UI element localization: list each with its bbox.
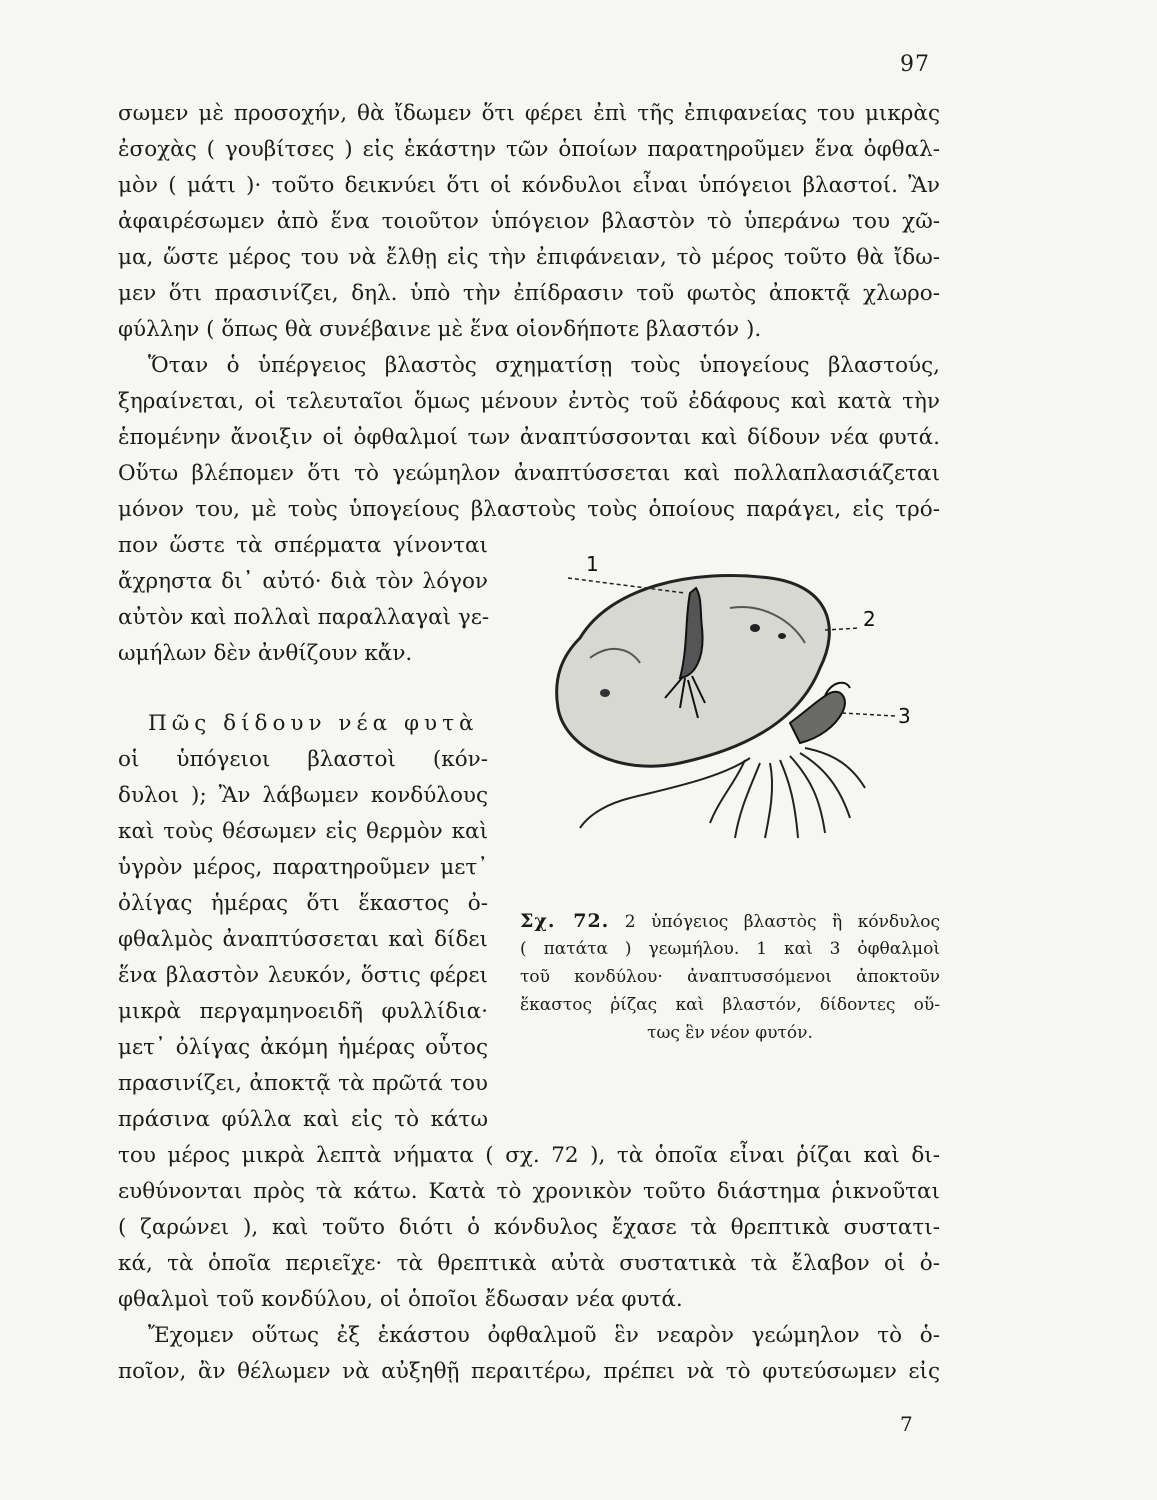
body-line: Ἔχομεν οὕτως ἐξ ἑκάστου ὀφθαλμοῦ ἓν νεαρὸν γεώμηλον τὸ ὁ- — [148, 1323, 940, 1348]
figure-label-3: 3 — [898, 704, 911, 728]
body-line: ευθύνονται πρὸς τὰ κάτω. Κατὰ τὸ χρονικὸν τοῦτο διάστημα ῥικνοῦται — [118, 1179, 940, 1204]
figure-caption-line: τοῦ κονδύλου· ἀναπτυσσόμενοι ἀποκτοῦν — [520, 967, 940, 987]
column-line: πρασινίζει, ἀποκτᾷ τὰ πρῶτά του — [118, 1071, 488, 1096]
body-line: φύλλην ( ὅπως θὰ συνέβαινε μὲ ἕνα οἱονδήποτε βλαστόν ). — [118, 317, 762, 342]
potato-tuber-illustration — [520, 548, 940, 888]
column-line: ἄχρηστα δι᾽ αὐτό· διὰ τὸν λόγον — [118, 569, 488, 594]
body-line: ἀφαιρέσωμεν ἀπὸ ἕνα τοιοῦτον ὑπόγειον βλαστὸν τὸ ὑπεράνω του χῶ- — [118, 209, 940, 234]
body-line: του μέρος μικρὰ λεπτὰ νήματα ( σχ. 72 ), τὰ ὁποῖα εἶναι ῥίζαι καὶ δι- — [118, 1143, 940, 1168]
column-line: πον ὥστε τὰ σπέρματα γίνονται — [118, 533, 488, 558]
figure-caption-label: Σχ. 72. — [520, 910, 610, 932]
figure-label-2: 2 — [863, 607, 876, 631]
body-line: φθαλμοὶ τοῦ κονδύλου, οἱ ὁποῖοι ἔδωσαν νέα φυτά. — [118, 1287, 683, 1312]
body-line: μεν ὅτι πρασινίζει, δηλ. ὑπὸ τὴν ἐπίδρασιν τοῦ φωτὸς ἀποκτᾷ χλωρο- — [118, 281, 940, 306]
body-line: σωμεν μὲ προσοχήν, θὰ ἴδωμεν ὅτι φέρει ἐπὶ τῆς ἐπιφανείας του μικρὰς — [118, 101, 940, 126]
body-line: μα, ὥστε μέρος του νὰ ἔλθῃ εἰς τὴν ἐπιφάνειαν, τὸ μέρος τοῦτο θὰ ἴδω- — [118, 245, 940, 270]
column-line: ὀλίγας ἡμέρας ὅτι ἕκαστος ὀ- — [118, 891, 488, 916]
figure-label-1: 1 — [586, 552, 599, 576]
body-line: Ὅταν ὁ ὑπέργειος βλαστὸς σχηματίσῃ τοὺς ὑπογείους βλαστούς, — [148, 353, 940, 378]
body-line: ποῖον, ἂν θέλωμεν νὰ αὐξηθῇ περαιτέρω, πρέπει νὰ τὸ φυτεύσωμεν εἰς — [118, 1359, 940, 1384]
body-line: ἑπομένην ἄνοιξιν οἱ ὀφθαλμοί των ἀναπτύσσονται καὶ δίδουν νέα φυτά. — [118, 425, 940, 450]
body-line: μὸν ( μάτι )· τοῦτο δεικνύει ὅτι οἱ κόνδυλοι εἶναι ὑπόγειοι βλαστοί. Ἂν — [118, 173, 940, 198]
column-line: ἕνα βλαστὸν λευκόν, ὅστις φέρει — [118, 963, 488, 988]
column-line: αὐτὸν καὶ πολλαὶ παραλλαγαὶ γε- — [118, 605, 490, 630]
body-line: κά, τὰ ὁποῖα περιεῖχε· τὰ θρεπτικὰ αὐτὰ συστατικὰ τὰ ἔλαβον οἱ ὀ- — [118, 1251, 940, 1276]
column-line: ωμήλων δὲν ἀνθίζουν κἄν. — [118, 641, 413, 666]
column-line: πράσινα φύλλα καὶ εἰς τὸ κάτω — [118, 1107, 488, 1132]
body-line: ( ζαρώνει ), καὶ τοῦτο διότι ὁ κόνδυλος ἔχασε τὰ θρεπτικὰ συστατι- — [118, 1215, 940, 1240]
figure-caption-line: τως ἓν νέον φυτόν. — [647, 1023, 813, 1043]
figure-caption — [520, 908, 940, 935]
column-line: μικρὰ περγαμηνοειδῆ φυλλίδια· — [118, 999, 488, 1024]
figure-caption-line: ( πατάτα ) γεωμήλου. 1 καὶ 3 ὀφθαλμοὶ — [520, 939, 940, 959]
signature-number: 7 — [900, 1412, 913, 1436]
body-line: ἐσοχὰς ( γουβίτσες ) εἰς ἑκάστην τῶν ὁποίων παρατηροῦμεν ἕνα ὀφθαλ- — [118, 137, 940, 162]
figure-caption-line: 2 ὑπόγειος βλαστὸς ἢ κόνδυλος — [624, 912, 941, 932]
column-line: καὶ τοὺς θέσωμεν εἰς θερμὸν καὶ — [118, 819, 488, 844]
column-line: δυλοι ); Ἂν λάβωμεν κονδύλους — [118, 783, 488, 808]
figure-caption-line: ἕκαστος ῥίζας καὶ βλαστόν, δίδοντες οὕ- — [520, 995, 940, 1015]
body-line: μόνον του, μὲ τοὺς ὑπογείους βλαστοὺς τοὺς ὁποίους παράγει, εἰς τρό- — [118, 497, 940, 522]
body-line: Οὕτω βλέπομεν ὅτι τὸ γεώμηλον ἀναπτύσσεται καὶ πολλαπλασιάζεται — [118, 461, 940, 486]
column-line: ὑγρὸν μέρος, παρατηροῦμεν μετ᾽ — [118, 855, 488, 880]
body-line: ξηραίνεται, οἱ τελευταῖοι ὅμως μένουν ἐντὸς τοῦ ἐδάφους καὶ κατὰ τὴν — [118, 389, 940, 414]
column-line: οἱ ὑπόγειοι βλαστοὶ (κόν- — [118, 747, 488, 772]
column-line: φθαλμὸς ἀναπτύσσεται καὶ δίδει — [118, 927, 488, 952]
column-line: μετ᾽ ὀλίγας ἀκόμη ἡμέρας οὗτος — [118, 1035, 488, 1060]
section-heading: Πῶς δίδουν νέα φυτὰ — [148, 711, 479, 736]
page-number: 97 — [900, 52, 930, 77]
